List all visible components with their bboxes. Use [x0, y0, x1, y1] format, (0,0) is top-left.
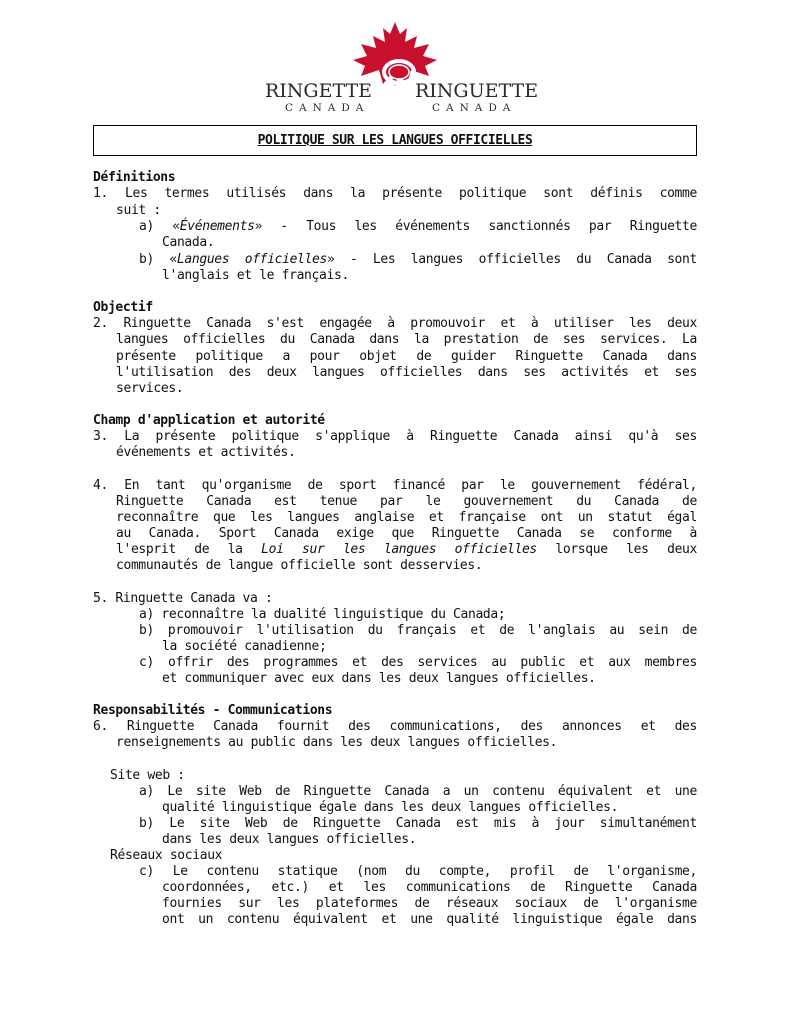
logo-english-country: CANADA	[285, 102, 370, 114]
definitions-item1-line2: suit :	[116, 203, 161, 218]
definition-a-line1: a) «Événements» - Tous les événements sanctionnés par Ringuette	[139, 219, 697, 234]
objectif-line5: services.	[116, 381, 184, 396]
site-a-line2: qualité linguistique égale dans les deux langues officielles.	[162, 800, 619, 815]
objectif-line3: présente politique a pour objet de guider Ringuette Canada dans	[116, 349, 697, 364]
definition-a-term: Événements	[179, 219, 255, 234]
definition-a-line2: Canada.	[162, 235, 215, 250]
social-c-line3: fournies sur les plateformes de réseaux sociaux de l'organisme	[162, 896, 697, 911]
champ-p5-line1: 5. Ringuette Canada va :	[93, 591, 273, 606]
champ-p4-line3: reconnaître que les langues anglaise et française ont un statut égal	[116, 510, 697, 525]
section-heading-definitions: Définitions	[93, 170, 176, 185]
site-b-line2: dans les deux langues officielles.	[162, 832, 417, 847]
champ-p5-c-line2: et communiquer avec eux dans les deux langues officielles.	[162, 671, 596, 686]
act-name: Loi sur les langues officielles	[261, 542, 537, 557]
section-heading-champ: Champ d'application et autorité	[93, 413, 325, 428]
champ-p4-line4: au Canada. Sport Canada exige que Ringuette Canada se conforme à	[116, 526, 697, 541]
site-b-line1: b) Le site Web de Ringuette Canada est mis à jour simultanément	[139, 816, 697, 831]
section-heading-objectif: Objectif	[93, 300, 153, 315]
resp-p6-line2: renseignements au public dans les deux langues officielles.	[116, 735, 558, 750]
objectif-line2: langues officielles du Canada dans la prestation de ses services. La	[116, 332, 697, 347]
policy-title-box	[93, 125, 697, 156]
site-web-label: Site web :	[110, 768, 185, 783]
social-media-label: Réseaux sociaux	[110, 848, 223, 863]
champ-p4-line5: l'esprit de la Loi sur les langues officielles lorsque les deux	[116, 542, 697, 557]
champ-p4-line2: Ringuette Canada est tenue par le gouvernement du Canada de	[116, 494, 697, 509]
social-c-line4: ont un contenu équivalent et une qualité linguistique égale dans	[162, 912, 697, 927]
ringette-canada-logo	[262, 20, 539, 114]
champ-p4-line1: 4. En tant qu'organisme de sport financé par le gouvernement fédéral,	[93, 478, 697, 493]
champ-p5-a: a) reconnaître la dualité linguistique du Canada;	[139, 607, 506, 622]
champ-p3-line1: 3. La présente politique s'applique à Ringuette Canada ainsi qu'à ses	[93, 429, 697, 444]
champ-p3-line2: événements et activités.	[116, 445, 296, 460]
objectif-line1: 2. Ringuette Canada s'est engagée à promouvoir et à utiliser les deux	[93, 316, 697, 331]
social-c-line1: c) Le contenu statique (nom du compte, profil de l'organisme,	[139, 864, 697, 879]
policy-title: POLITIQUE SUR LES LANGUES OFFICIELLES	[257, 133, 533, 148]
logo-french-name: RINGUETTE	[415, 80, 539, 102]
definitions-item1-line1: 1. Les termes utilisés dans la présente politique sont définis comme	[93, 186, 697, 201]
site-a-line1: a) Le site Web de Ringuette Canada a un contenu équivalent et une	[139, 784, 697, 799]
champ-p4-line6: communautés de langue officielle sont desservies.	[116, 558, 483, 573]
logo-french-country: CANADA	[432, 102, 517, 114]
section-heading-responsabilites: Responsabilités - Communications	[93, 703, 333, 718]
champ-p5-b-line1: b) promouvoir l'utilisation du français et de l'anglais au sein de	[139, 623, 697, 638]
definition-b-line1: b) «Langues officielles» - Les langues officielles du Canada sont	[139, 252, 697, 267]
resp-p6-line1: 6. Ringuette Canada fournit des communications, des annonces et des	[93, 719, 697, 734]
definition-b-term: Langues officielles	[176, 252, 327, 267]
champ-p5-b-line2: la société canadienne;	[162, 639, 327, 654]
logo-english-name: RINGETTE	[265, 80, 373, 102]
objectif-line4: l'utilisation des deux langues officielles dans ses activités et ses	[116, 365, 697, 380]
champ-p5-c-line1: c) offrir des programmes et des services au public et aux membres	[139, 655, 697, 670]
social-c-line2: coordonnées, etc.) et les communications de Ringuette Canada	[162, 880, 697, 895]
definition-b-line2: l'anglais et le français.	[162, 268, 349, 283]
